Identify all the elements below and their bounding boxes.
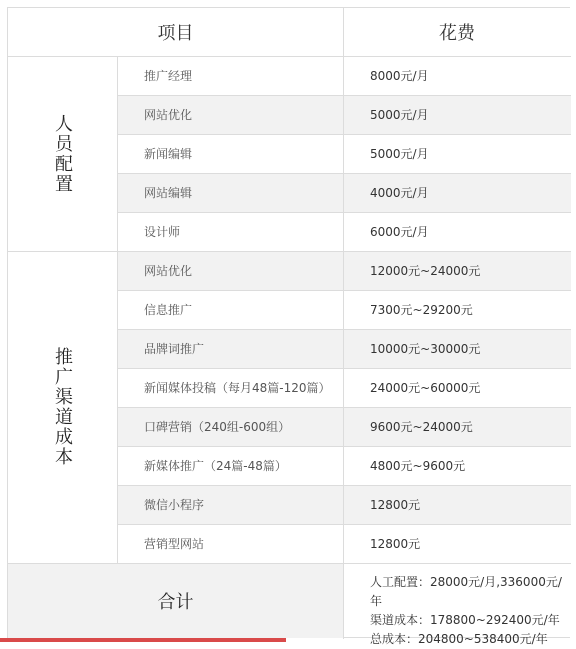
col-divider bbox=[117, 56, 118, 563]
row-divider bbox=[117, 173, 571, 174]
staff-row-cost: 8000元/月 bbox=[370, 69, 429, 83]
channel-row-item: 新闻媒体投稿（每月48篇-120篇） bbox=[144, 381, 331, 395]
total-line-channel: 渠道成本：178800~292400元/年 bbox=[370, 613, 560, 627]
staff-row-cost: 6000元/月 bbox=[370, 225, 429, 239]
row-divider bbox=[117, 368, 571, 369]
header-item: 项目 bbox=[157, 23, 194, 44]
channel-row-item: 品牌词推广 bbox=[117, 329, 343, 368]
channel-row-item: 口碑营销（240组-600组） bbox=[117, 407, 343, 446]
total-line-overall: 总成本：204800~538400元/年 bbox=[370, 632, 548, 646]
staff-row-item: 网站编辑 bbox=[117, 173, 343, 212]
channel-row-item: 网站优化 bbox=[117, 251, 343, 290]
section-label-channels bbox=[8, 251, 117, 563]
row-divider bbox=[8, 56, 571, 57]
channel-row-cost: 12000元~24000元 bbox=[343, 251, 571, 290]
row-divider bbox=[117, 95, 571, 96]
row-divider bbox=[8, 563, 571, 564]
row-divider bbox=[117, 524, 571, 525]
total-line-labor: 人工配置：28000元/月,336000元/年 bbox=[370, 575, 562, 608]
row-divider bbox=[117, 290, 571, 291]
channel-row-item: 新媒体推广（24篇-48篇） bbox=[144, 459, 287, 473]
staff-row-item: 网站优化 bbox=[117, 95, 343, 134]
total-summary bbox=[343, 563, 571, 646]
staff-row-cost: 5000元/月 bbox=[370, 147, 429, 161]
channel-row-cost: 12800元 bbox=[370, 537, 421, 551]
section-label-text: 人员配置 bbox=[52, 113, 73, 194]
row-divider bbox=[8, 251, 571, 252]
total-label: 合计 bbox=[8, 563, 343, 638]
channel-row-item: 营销型网站 bbox=[144, 537, 205, 551]
section-label-staffing bbox=[8, 56, 117, 251]
staff-row-cost: 5000元/月 bbox=[343, 95, 571, 134]
col-divider bbox=[343, 8, 344, 639]
row-divider bbox=[117, 407, 571, 408]
staff-row-item: 推广经理 bbox=[144, 69, 193, 83]
channel-row-cost: 9600元~24000元 bbox=[343, 407, 571, 446]
staff-row-item: 新闻编辑 bbox=[144, 147, 193, 161]
row-divider bbox=[117, 134, 571, 135]
channel-row-cost: 24000元~60000元 bbox=[370, 381, 481, 395]
accent-bar bbox=[0, 638, 286, 642]
channel-row-cost: 12800元 bbox=[343, 485, 571, 524]
channel-row-item: 信息推广 bbox=[144, 303, 193, 317]
staff-row-cost: 4000元/月 bbox=[343, 173, 571, 212]
row-divider bbox=[117, 329, 571, 330]
staff-row-item: 设计师 bbox=[144, 225, 181, 239]
cost-table bbox=[7, 7, 570, 646]
row-divider bbox=[117, 446, 571, 447]
row-divider bbox=[117, 212, 571, 213]
channel-row-cost: 10000元~30000元 bbox=[343, 329, 571, 368]
channel-row-cost: 7300元~29200元 bbox=[370, 303, 473, 317]
header-cost: 花费 bbox=[439, 23, 475, 44]
channel-row-cost: 4800元~9600元 bbox=[370, 459, 466, 473]
channel-row-item: 微信小程序 bbox=[117, 485, 343, 524]
section-label-text: 推广渠道成本 bbox=[52, 347, 73, 467]
row-divider bbox=[117, 485, 571, 486]
